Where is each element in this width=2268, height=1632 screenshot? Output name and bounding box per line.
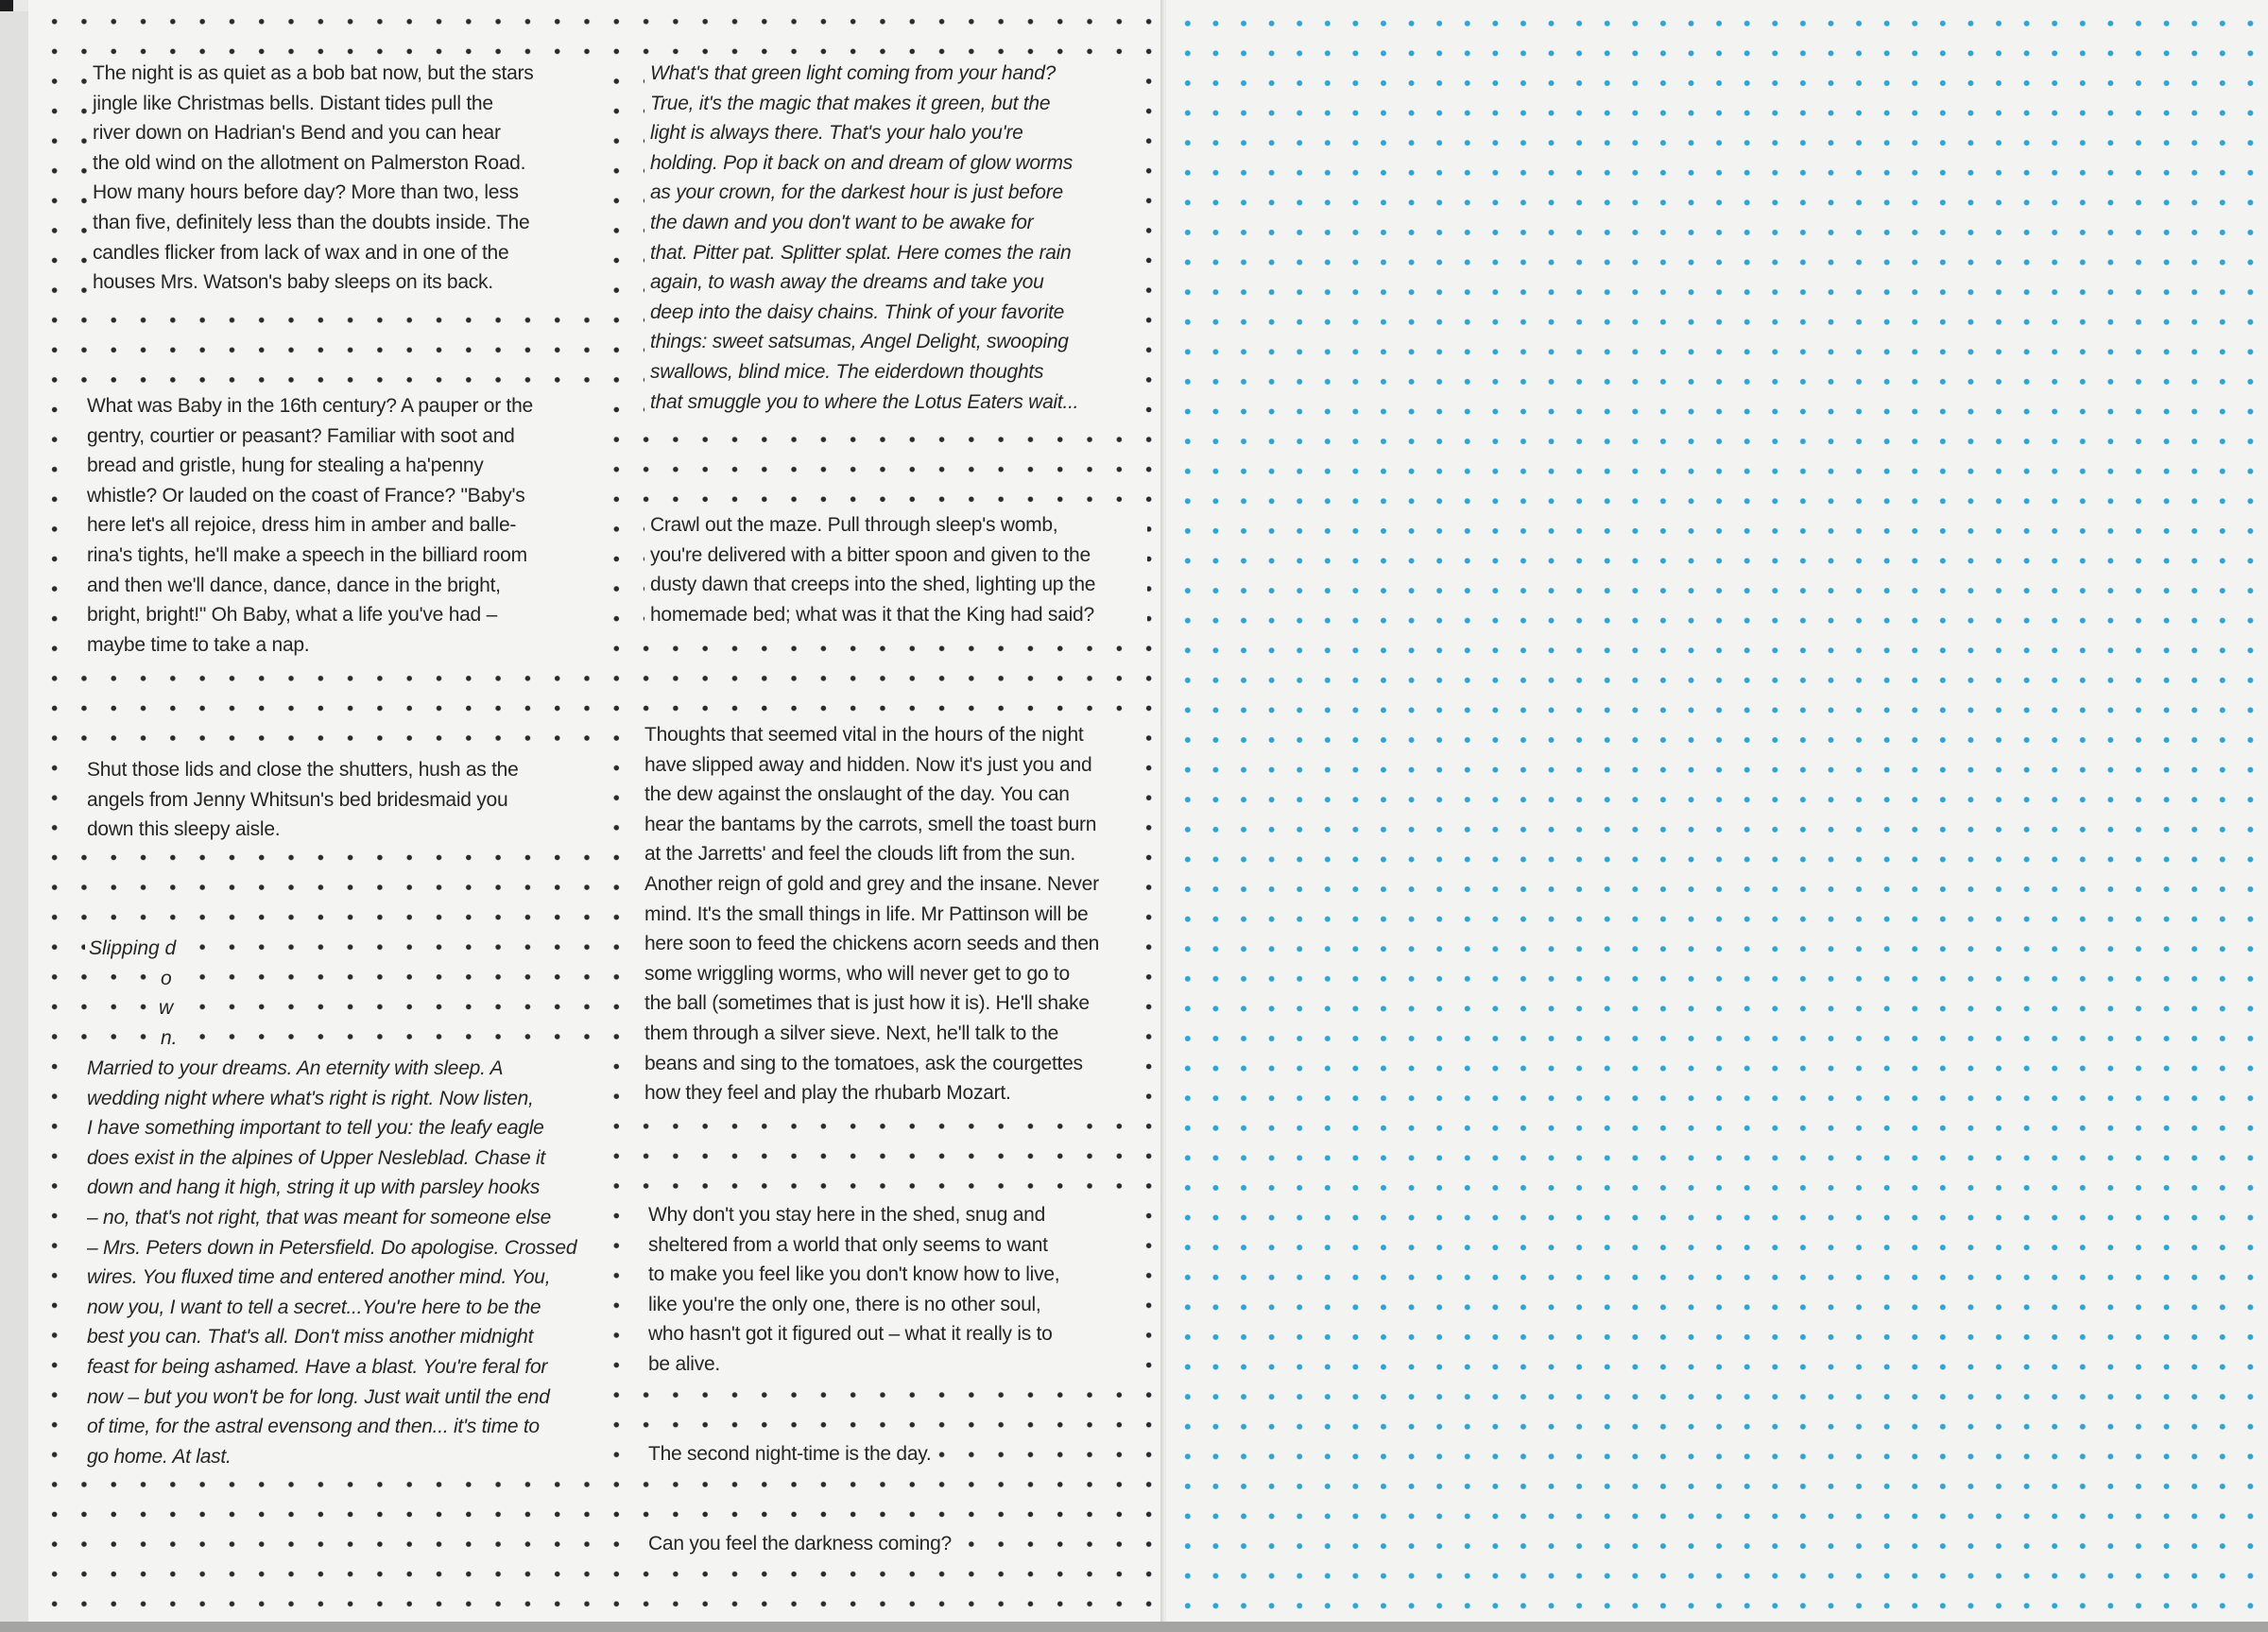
text-block-baby-16th-century: What was Baby in the 16th century? A pauper or the gentry, courtier or peasant? Familiar with soot and bread and gristle, hung for stealing a ha'penny whistle? Or lauded on the coast of France? "Baby's here let's all rejoice, dress him in amber and balle- rina's tights, he'll make a speech in the billiard room and then we'll dance, dance, dance in the bright, bright, bright!" Oh Baby, what a life you've had – maybe time to take a nap.: [81, 391, 603, 660]
text-block-crawl-maze: Crawl out the maze. Pull through sleep's womb, you're delivered with a bitter spoon and given to the dusty dawn that creeps into the shed, lighting up the homemade bed; what was it that the King had said?: [644, 510, 1147, 629]
text-block-stay-in-shed: Why don't you stay here in the shed, snug and sheltered from a world that only seems to want to make you feel like you don't know how to live, like you're the only one, there is no other soul, who hasn't got it figured out – what it really is to be alive.: [643, 1200, 1126, 1380]
scan-bottom-edge: [0, 1622, 2268, 1632]
slipping-down-line-2: o: [157, 964, 176, 994]
scan-margin: [0, 11, 28, 1622]
text-block-second-night-time: The second night-time is the day.: [643, 1439, 937, 1469]
scan-edge-mark: [0, 0, 13, 11]
text-block-married-dreams: Married to your dreams. An eternity with sleep. A wedding night where what's right is right. Now listen, I have something important to tell you: the leafy eagle does exist in the alpines of Upper Nesleblad. Chase it down and hang it high, string it up with parsley hooks – no, that's not right, that was meant for someone else – Mrs. Peters down in Petersfield. Do apologise. Crossed wires. You fluxed time and entered another mind. You, now you, I want to tell a secret...You're here to be the best you can. That's all. Don't miss another midnight feast for being ashamed. Have a blast. You're feral for now – but you won't be for long. Just wait until the end of time, for the astral evensong and then... it's time to go home. At last.: [81, 1054, 603, 1471]
left-page: [28, 0, 1164, 1623]
text-block-thoughts-vital: Thoughts that seemed vital in the hours of the night have slipped away and hidden. Now it's just you and the dew against the onslaught of the day. You can hear the bantams by the carrots, smell the toast burn at the Jarretts' and feel the clouds lift from the sun. Another reign of gold and grey and the insane. Never mind. It's the small things in life. Mr Pattinson will be here soon to feed the chickens acorn seeds and then some wriggling worms, who will never get to go to the ball (sometimes that is just how it is). He'll shake them through a silver sieve. Next, he'll talk to the beans and sing to the tomatoes, ask the courgettes how they feel and play the rhubarb Mozart.: [639, 720, 1142, 1108]
text-block-green-light: What's that green light coming from your hand? True, it's the magic that makes it green, but the light is always there. That's your halo you're holding. Pop it back on and dream of glow worms as your crown, for the darkest hour is just before the dawn and you don't want to be awake for that. Pitter pat. Splitter splat. Here comes the rain again, to wash away the dreams and take you deep into the daisy chains. Think of your favorite things: sweet satsumas, Angel Delight, swooping swallows, blind mice. The eiderdown thoughts that smuggle you to where the Lotus Eaters wait...: [644, 59, 1140, 417]
right-page-blue-star-pattern: [1166, 0, 2268, 1623]
slipping-down-line-1: Slipping d: [85, 934, 180, 964]
slipping-down-line-3: w: [155, 993, 177, 1023]
text-block-darkness-coming: Can you feel the darkness coming?: [643, 1529, 957, 1559]
text-block-shut-lids: Shut those lids and close the shutters, hush as the angels from Jenny Whitsun's bed bridesmaid you down this sleepy aisle.: [81, 755, 592, 845]
text-block-night-quiet: The night is as quiet as a bob bat now, but the stars jingle like Christmas bells. Distant tides pull the river down on Hadrian's Bend and you can hear the old wind on the allotment on Palmerston Road. How many hours before day? More than two, less than five, definitely less than the doubts inside. The candles flicker from lack of wax and in one of the houses Mrs. Watson's baby sleeps on its back.: [87, 59, 599, 298]
slipping-down-line-4: n.: [157, 1023, 181, 1054]
